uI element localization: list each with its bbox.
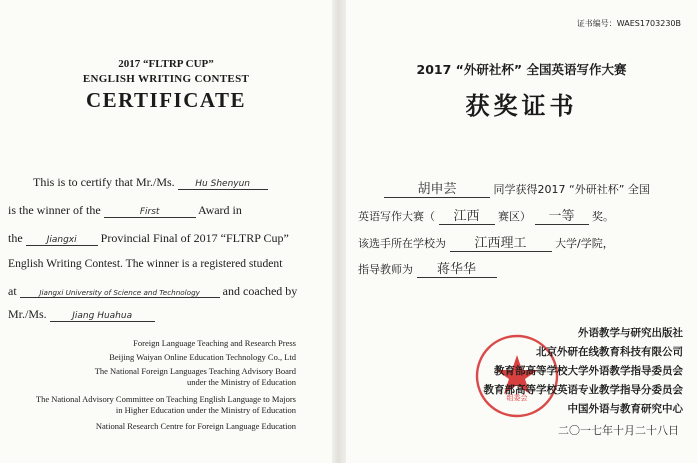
cn-issuer-1: 外语教学与研究出版社 [578,327,683,339]
stamp-label: 组委会 [506,394,528,402]
en-name-field: Hu Shenyun [178,179,268,190]
en-issuer-1: Foreign Language Teaching and Research Press [133,338,296,348]
cn-name-field: 胡申芸 [384,178,490,198]
cn-heading: 2017 “外研社杯” 全国英语写作大赛 [416,62,627,77]
en-heading-cup: 2017 “FLTRP CUP” [118,58,214,70]
en-coach-field: Jiang Huahua [50,311,155,322]
cn-issuer-3: 教育部高等学校大学外语教学指导委员会 [494,365,683,377]
en-line-1: This is to certify that Mr./Ms. Hu Shenyun [33,175,268,190]
en-award-field: First [104,207,196,218]
en-line-2: is the winner of the First Award in [8,203,242,217]
cn-coach-field: 蒋华华 [417,258,497,278]
cn-line-3: 该选手所在学校为 江西理工 大学/学院， [358,232,614,252]
page-fold [332,0,346,463]
en-issuer-4-cont: in Higher Education under the Ministry of Education [115,405,296,415]
en-school-field: Jiangxi University of Science and Technology [20,288,220,298]
en-line-3: the Jiangxi Provincial Final of 2017 “FLTRP Cup” [8,231,289,245]
en-issuer-3-cont: under the Ministry of Education [186,377,296,387]
cn-issuer-4: 教育部高等学校英语专业教学指导分委员会 [483,384,683,396]
cn-issuer-2: 北京外研在线教育科技有限公司 [536,346,683,358]
cn-award-field: 一等 [535,205,589,225]
cn-school-field: 江西理工 [450,232,552,252]
en-issuer-5: National Research Centre for Foreign Language Education [95,421,296,431]
en-region-field: Jiangxi [26,235,98,246]
en-heading-contest: ENGLISH WRITING CONTEST [82,73,250,85]
en-line-6: Mr./Ms. Jiang Huahua [8,307,155,322]
cn-line-2: 英语写作大赛（ 江西 赛区） 一等 奖。 [358,205,614,225]
chinese-side [346,0,697,463]
en-line-4: English Writing Contest. The winner is a registered student [8,257,283,270]
cn-issuer-5: 中国外语与教育研究中心 [567,403,683,415]
cn-line-1: 胡申芸 同学获得2017 “外研社杯” 全国 [384,178,650,198]
cn-region-field: 江西 [439,205,495,225]
english-side [0,0,332,463]
en-issuer-4: The National Advisory Committee on Teaching English Language to Majors [35,394,296,404]
en-line-5: at Jiangxi University of Science and Technology and coached by [8,284,298,298]
en-certificate-title: CERTIFICATE [85,88,247,112]
cn-line-4: 指导教师为 蒋华华 [358,258,497,278]
en-issuer-2: Beijing Waiyan Online Education Technology Co., Ltd [109,352,296,362]
cn-certificate-title: 获奖证书 [465,92,578,120]
cn-date: 二〇一七年十月二十八日 [558,424,679,437]
en-issuer-3: The National Foreign Languages Teaching Advisory Board [94,366,296,376]
serial-number: 证书编号：WAES1703230B [576,19,681,28]
